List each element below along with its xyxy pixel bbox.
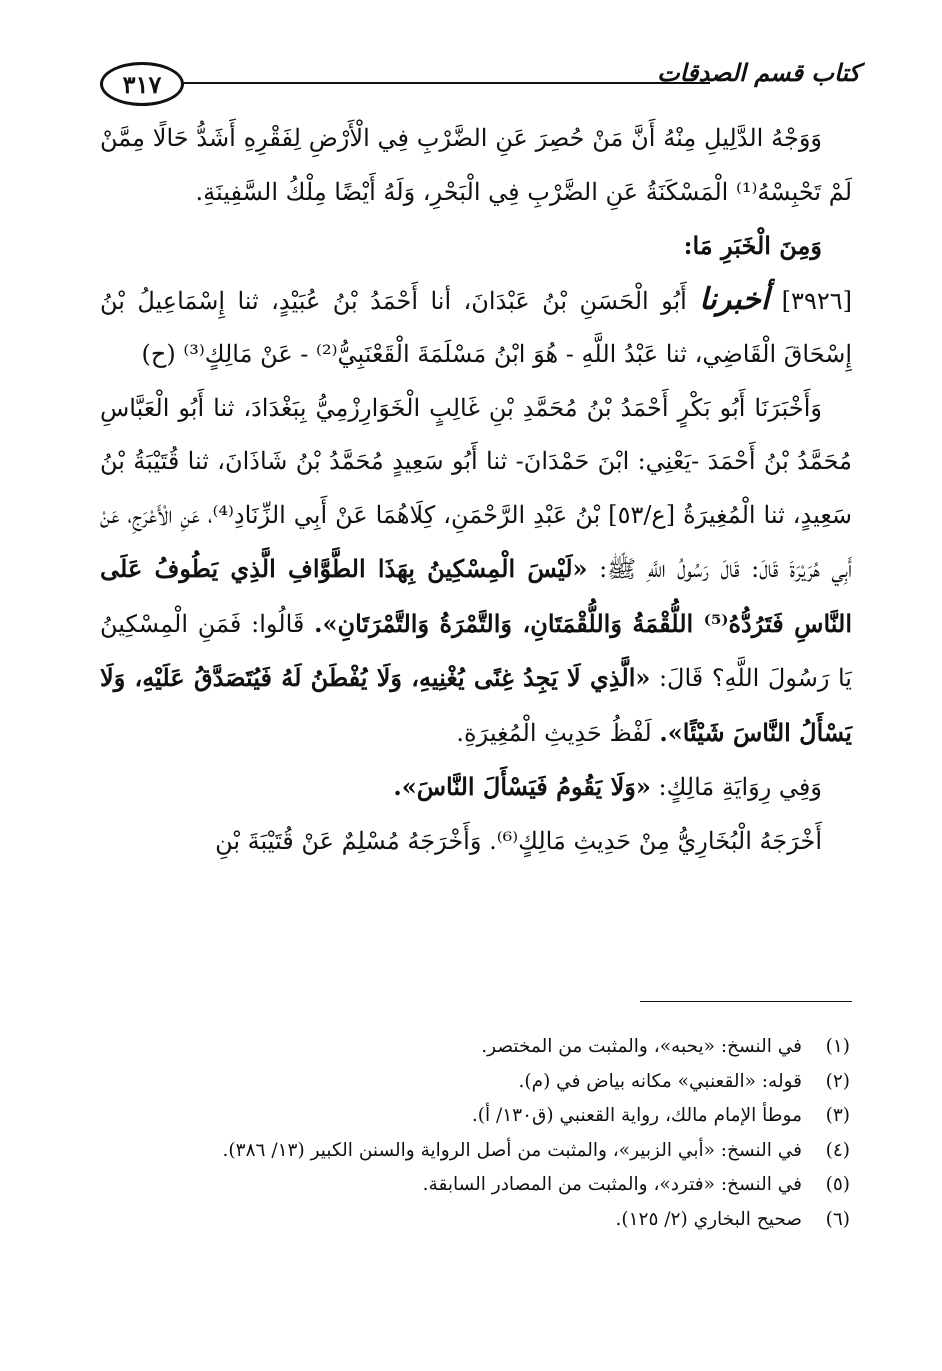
footnote-number: (٣)	[825, 1105, 850, 1126]
main-text	[100, 112, 852, 868]
footnote-item	[150, 1065, 850, 1100]
footnote-text: في النسخ: «أبي الزبير»، والمثبت من أصل الرواية والسنن الكبير (١٣/ ٣٨٦).	[222, 1139, 802, 1161]
footnote-text: في النسخ: «فترد»، والمثبت من المصادر السابقة.	[422, 1174, 802, 1195]
paragraph-takhrij: أَخْرَجَهُ الْبُخَارِيُّ مِنْ حَدِيثِ مَالِكٍ⁽⁶⁾. وَأَخْرَجَهُ مُسْلِمٌ عَنْ قُتَيْبَةَ بْنِ	[215, 826, 822, 855]
footnote-number: (١)	[825, 1036, 850, 1057]
footnote-item	[150, 1099, 850, 1134]
page-number: ٣١٧	[100, 62, 184, 106]
footnote-number: (٦)	[825, 1208, 850, 1230]
footnote-item	[150, 1168, 850, 1203]
isnad-text: أَبُو الْحَسَنِ بْنُ عَبْدَانَ، أنا أَحْمَدُ بْنُ عُبَيْدٍ، ثنا إِسْمَاعِيلُ بْنُ إِسْحَاقَ الْقَاضِي، ثنا عَبْدُ اللَّهِ - هُوَ ابْنُ مَسْلَمَةَ الْقَعْنَبِيُّ⁽²⁾ - عَنْ مَالِكٍ⁽³⁾ (ح)	[100, 286, 852, 368]
hadith-matn: «لَيْسَ الْمِسْكِينُ بِهَذَا الطَّوَّافِ الَّذِي يَطُوفُ عَلَى النَّاسِ فَتَرُدُّهُ⁽⁵⁾ اللُّقْمَةُ وَاللُّقْمَتَانِ، وَالتَّمْرَةُ وَالتَّمْرَتَانِ».	[100, 554, 852, 638]
isnad-text: وَأَخْبَرَنَا أَبُو بَكْرٍ أَحْمَدُ بْنُ مُحَمَّدِ بْنِ غَالِبٍ الْخَوَارِزْمِيُّ بِبَغْدَادَ، ثنا أَبُو الْعَبَّاسِ مُحَمَّدُ بْنُ أَحْمَدَ -يَعْنِي: ابْنَ حَمْدَانَ- ثنا أَبُو سَعِيدٍ مُحَمَّدُ بْنُ شَاذَانَ، ثنا قُتَيْبَةُ بْنُ سَعِيدٍ، ثنا الْمُغِيرَةُ [ع/٥٣] بْنُ عَبْدِ الرَّحْمَنِ، كِلَاهُمَا عَنْ أَبِي الزِّنَادِ⁽⁴⁾، عَنِ الْأَعْرَجِ، عَنْ أَبِي هُرَيْرَةَ قَالَ: قَالَ رَسُولُ اللَّهِ ﷺ:	[100, 393, 853, 583]
paragraph-isnad-hadith	[100, 382, 852, 761]
footnote-item	[150, 1030, 850, 1065]
hadith-number: [٣٩٢٦]	[781, 286, 852, 315]
akhbarana-word: أخبرنا	[699, 281, 770, 317]
paragraph-khabar-heading: وَمِنَ الْخَبَرِ مَا:	[683, 231, 822, 260]
page-header	[100, 58, 860, 118]
footnote-item	[150, 1134, 850, 1169]
footnotes	[150, 1030, 850, 1237]
narrative-text: قَالُوا: فَمَنِ الْمِسْكِينُ يَا رَسُولَ اللَّهِ؟ قَالَ:	[100, 609, 852, 692]
paragraph-hadith-3926	[100, 273, 852, 382]
footnote-text: في النسخ: «يحبه»، والمثبت من المختصر.	[481, 1036, 802, 1057]
footnote-item	[150, 1203, 850, 1238]
footnote-separator	[640, 1001, 852, 1002]
footnote-number: (٥)	[825, 1174, 850, 1195]
footnote-text: موطأ الإمام مالك، رواية القعنبي (ق١٣٠/ أ).	[471, 1105, 802, 1126]
paragraph-malik-riwaya	[100, 760, 852, 815]
narrative-text: وَفِي رِوَايَةِ مَالِكٍ:	[658, 773, 822, 801]
book-title: كتاب قسم الصدقات	[657, 58, 860, 87]
footnote-text: قوله: «القعنبي» مكانه بياض في (م).	[518, 1070, 802, 1092]
narrative-text: لَفْظُ حَدِيثِ الْمُغِيرَةِ.	[456, 718, 652, 747]
footnote-number: (٤)	[825, 1139, 850, 1161]
hadith-matn: «وَلَا يَقُومُ فَيَسْأَلَ النَّاسَ».	[393, 772, 651, 801]
footnote-number: (٢)	[825, 1070, 850, 1092]
hadith-matn: «الَّذِي لَا يَجِدُ غِنًى يُغْنِيهِ، وَلَا يُفْطَنُ لَهُ فَيُتَصَدَّقُ عَلَيْهِ، وَلَا يَسْأَلُ النَّاسَ شَيْئًا».	[100, 663, 852, 747]
header-rule	[184, 82, 710, 84]
footnote-text: صحيح البخاري (٢/ ١٢٥).	[615, 1208, 802, 1230]
paragraph-evidence: وَوَجْهُ الدَّلِيلِ مِنْهُ أَنَّ مَنْ حُصِرَ عَنِ الضَّرْبِ فِي الْأَرْضِ لِفَقْرِهِ أَشَدُّ حَالًا مِمَّنْ لَمْ تَحْبِسْهُ⁽¹⁾ الْمَسْكَنَةُ عَنِ الضَّرْبِ فِي الْبَحْرِ، وَلَهُ أَيْضًا مِلْكُ السَّفِينَةِ.	[100, 124, 852, 206]
